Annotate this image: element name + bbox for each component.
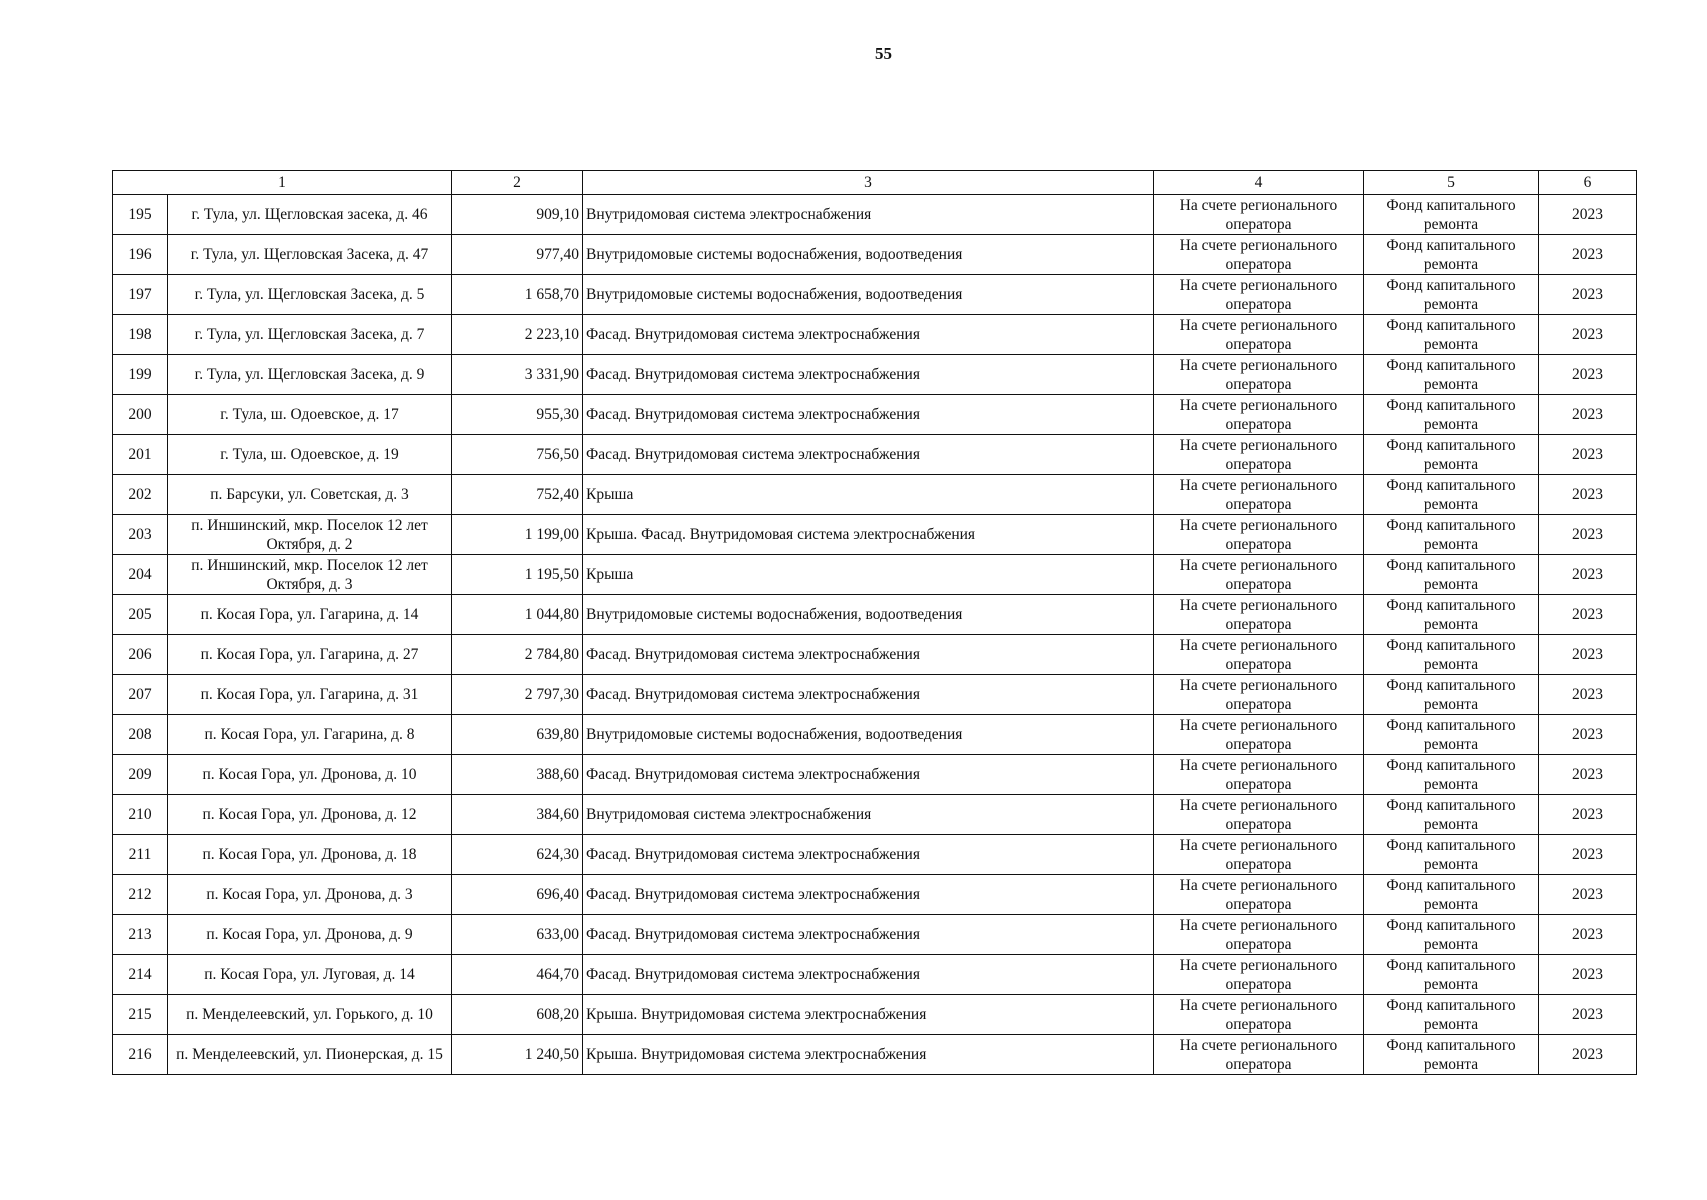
area-cell: 1 199,00: [452, 515, 583, 555]
year-cell: 2023: [1539, 195, 1637, 235]
table-row: [113, 595, 1637, 635]
table-row: [113, 515, 1637, 555]
account-cell: На счете регионального оператора: [1154, 595, 1364, 635]
area-cell: 1 658,70: [452, 275, 583, 315]
year-cell: 2023: [1539, 435, 1637, 475]
funding-source-cell: Фонд капитального ремонта: [1364, 715, 1539, 755]
year-cell: 2023: [1539, 595, 1637, 635]
funding-source-cell: Фонд капитального ремонта: [1364, 395, 1539, 435]
table-row: [113, 195, 1637, 235]
area-cell: 977,40: [452, 235, 583, 275]
address-cell: г. Тула, ул. Щегловская Засека, д. 47: [168, 235, 452, 275]
address-cell: п. Косая Гора, ул. Гагарина, д. 27: [168, 635, 452, 675]
work-type-cell: Крыша. Фасад. Внутридомовая система электроснабжения: [583, 515, 1154, 555]
funding-source-cell: Фонд капитального ремонта: [1364, 475, 1539, 515]
table-row: [113, 675, 1637, 715]
work-type-cell: Внутридомовые системы водоснабжения, водоотведения: [583, 715, 1154, 755]
row-number: 195: [113, 195, 168, 235]
row-number: 204: [113, 555, 168, 595]
account-cell: На счете регионального оператора: [1154, 355, 1364, 395]
work-type-cell: Фасад. Внутридомовая система электроснабжения: [583, 915, 1154, 955]
work-type-cell: Крыша. Внутридомовая система электроснабжения: [583, 1035, 1154, 1075]
account-cell: На счете регионального оператора: [1154, 795, 1364, 835]
header-col-4: 4: [1154, 171, 1364, 195]
row-number: 210: [113, 795, 168, 835]
address-cell: п. Менделеевский, ул. Пионерская, д. 15: [168, 1035, 452, 1075]
year-cell: 2023: [1539, 555, 1637, 595]
table-row: [113, 235, 1637, 275]
header-col-2: 2: [452, 171, 583, 195]
area-cell: 1 240,50: [452, 1035, 583, 1075]
address-cell: п. Барсуки, ул. Советская, д. 3: [168, 475, 452, 515]
row-number: 196: [113, 235, 168, 275]
work-type-cell: Внутридомовая система электроснабжения: [583, 195, 1154, 235]
area-cell: 624,30: [452, 835, 583, 875]
address-cell: г. Тула, ул. Щегловская засека, д. 46: [168, 195, 452, 235]
year-cell: 2023: [1539, 915, 1637, 955]
row-number: 203: [113, 515, 168, 555]
address-cell: п. Косая Гора, ул. Луговая, д. 14: [168, 955, 452, 995]
account-cell: На счете регионального оператора: [1154, 395, 1364, 435]
work-type-cell: Фасад. Внутридомовая система электроснабжения: [583, 835, 1154, 875]
account-cell: На счете регионального оператора: [1154, 435, 1364, 475]
year-cell: 2023: [1539, 795, 1637, 835]
work-type-cell: Фасад. Внутридомовая система электроснабжения: [583, 315, 1154, 355]
page-number: 55: [875, 44, 892, 63]
account-cell: На счете регионального оператора: [1154, 275, 1364, 315]
address-cell: п. Косая Гора, ул. Дронова, д. 3: [168, 875, 452, 915]
address-cell: п. Иншинский, мкр. Поселок 12 лет Октября, д. 3: [168, 555, 452, 595]
work-type-cell: Фасад. Внутридомовая система электроснабжения: [583, 355, 1154, 395]
account-cell: На счете регионального оператора: [1154, 235, 1364, 275]
header-col-6: 6: [1539, 171, 1637, 195]
address-cell: п. Менделеевский, ул. Горького, д. 10: [168, 995, 452, 1035]
header-col-5: 5: [1364, 171, 1539, 195]
address-cell: п. Иншинский, мкр. Поселок 12 лет Октября, д. 2: [168, 515, 452, 555]
row-number: 216: [113, 1035, 168, 1075]
account-cell: На счете регионального оператора: [1154, 835, 1364, 875]
row-number: 200: [113, 395, 168, 435]
address-cell: г. Тула, ш. Одоевское, д. 19: [168, 435, 452, 475]
funding-source-cell: Фонд капитального ремонта: [1364, 955, 1539, 995]
account-cell: На счете регионального оператора: [1154, 715, 1364, 755]
area-cell: 2 797,30: [452, 675, 583, 715]
area-cell: 696,40: [452, 875, 583, 915]
table-row: [113, 315, 1637, 355]
row-number: 207: [113, 675, 168, 715]
row-number: 213: [113, 915, 168, 955]
account-cell: На счете регионального оператора: [1154, 475, 1364, 515]
table-row: [113, 435, 1637, 475]
work-type-cell: Внутридомовые системы водоснабжения, водоотведения: [583, 275, 1154, 315]
funding-source-cell: Фонд капитального ремонта: [1364, 515, 1539, 555]
row-number: 206: [113, 635, 168, 675]
table-row: [113, 795, 1637, 835]
year-cell: 2023: [1539, 315, 1637, 355]
account-cell: На счете регионального оператора: [1154, 315, 1364, 355]
table-row: [113, 275, 1637, 315]
row-number: 211: [113, 835, 168, 875]
funding-source-cell: Фонд капитального ремонта: [1364, 635, 1539, 675]
row-number: 198: [113, 315, 168, 355]
year-cell: 2023: [1539, 1035, 1637, 1075]
funding-source-cell: Фонд капитального ремонта: [1364, 795, 1539, 835]
area-cell: 608,20: [452, 995, 583, 1035]
address-cell: г. Тула, ул. Щегловская Засека, д. 7: [168, 315, 452, 355]
row-number: 201: [113, 435, 168, 475]
area-cell: 464,70: [452, 955, 583, 995]
address-cell: п. Косая Гора, ул. Гагарина, д. 31: [168, 675, 452, 715]
account-cell: На счете регионального оператора: [1154, 1035, 1364, 1075]
work-type-cell: Фасад. Внутридомовая система электроснабжения: [583, 675, 1154, 715]
funding-source-cell: Фонд капитального ремонта: [1364, 275, 1539, 315]
funding-source-cell: Фонд капитального ремонта: [1364, 315, 1539, 355]
funding-source-cell: Фонд капитального ремонта: [1364, 235, 1539, 275]
table-row: [113, 475, 1637, 515]
row-number: 214: [113, 955, 168, 995]
year-cell: 2023: [1539, 475, 1637, 515]
table-body: [113, 171, 1637, 1075]
table-row: [113, 395, 1637, 435]
funding-source-cell: Фонд капитального ремонта: [1364, 755, 1539, 795]
address-cell: п. Косая Гора, ул. Гагарина, д. 8: [168, 715, 452, 755]
year-cell: 2023: [1539, 995, 1637, 1035]
funding-source-cell: Фонд капитального ремонта: [1364, 555, 1539, 595]
work-type-cell: Фасад. Внутридомовая система электроснабжения: [583, 955, 1154, 995]
year-cell: 2023: [1539, 755, 1637, 795]
year-cell: 2023: [1539, 715, 1637, 755]
account-cell: На счете регионального оператора: [1154, 555, 1364, 595]
funding-source-cell: Фонд капитального ремонта: [1364, 595, 1539, 635]
table-row: [113, 755, 1637, 795]
account-cell: На счете регионального оператора: [1154, 915, 1364, 955]
area-cell: 2 784,80: [452, 635, 583, 675]
funding-source-cell: Фонд капитального ремонта: [1364, 435, 1539, 475]
area-cell: 955,30: [452, 395, 583, 435]
funding-source-cell: Фонд капитального ремонта: [1364, 1035, 1539, 1075]
header-col-3: 3: [583, 171, 1154, 195]
work-type-cell: Крыша: [583, 475, 1154, 515]
work-type-cell: Фасад. Внутридомовая система электроснабжения: [583, 875, 1154, 915]
area-cell: 752,40: [452, 475, 583, 515]
funding-source-cell: Фонд капитального ремонта: [1364, 355, 1539, 395]
work-type-cell: Крыша: [583, 555, 1154, 595]
address-cell: п. Косая Гора, ул. Дронова, д. 12: [168, 795, 452, 835]
year-cell: 2023: [1539, 235, 1637, 275]
row-number: 205: [113, 595, 168, 635]
year-cell: 2023: [1539, 675, 1637, 715]
area-cell: 2 223,10: [452, 315, 583, 355]
row-number: 208: [113, 715, 168, 755]
address-cell: г. Тула, ул. Щегловская Засека, д. 5: [168, 275, 452, 315]
work-type-cell: Фасад. Внутридомовая система электроснабжения: [583, 755, 1154, 795]
account-cell: На счете регионального оператора: [1154, 195, 1364, 235]
year-cell: 2023: [1539, 635, 1637, 675]
header-col-1: 1: [113, 171, 452, 195]
year-cell: 2023: [1539, 835, 1637, 875]
year-cell: 2023: [1539, 275, 1637, 315]
area-cell: 756,50: [452, 435, 583, 475]
row-number: 209: [113, 755, 168, 795]
funding-source-cell: Фонд капитального ремонта: [1364, 195, 1539, 235]
address-cell: п. Косая Гора, ул. Дронова, д. 10: [168, 755, 452, 795]
account-cell: На счете регионального оператора: [1154, 675, 1364, 715]
work-type-cell: Внутридомовые системы водоснабжения, водоотведения: [583, 235, 1154, 275]
row-number: 202: [113, 475, 168, 515]
row-number: 212: [113, 875, 168, 915]
funding-source-cell: Фонд капитального ремонта: [1364, 995, 1539, 1035]
year-cell: 2023: [1539, 395, 1637, 435]
address-cell: п. Косая Гора, ул. Гагарина, д. 14: [168, 595, 452, 635]
area-cell: 639,80: [452, 715, 583, 755]
year-cell: 2023: [1539, 875, 1637, 915]
table-row: [113, 835, 1637, 875]
work-type-cell: Фасад. Внутридомовая система электроснабжения: [583, 635, 1154, 675]
funding-source-cell: Фонд капитального ремонта: [1364, 915, 1539, 955]
area-cell: 3 331,90: [452, 355, 583, 395]
area-cell: 384,60: [452, 795, 583, 835]
table-row: [113, 995, 1637, 1035]
account-cell: На счете регионального оператора: [1154, 875, 1364, 915]
table-row: [113, 355, 1637, 395]
work-type-cell: Внутридомовая система электроснабжения: [583, 795, 1154, 835]
area-cell: 909,10: [452, 195, 583, 235]
table-row: [113, 915, 1637, 955]
address-cell: п. Косая Гора, ул. Дронова, д. 18: [168, 835, 452, 875]
table-row: [113, 635, 1637, 675]
work-type-cell: Фасад. Внутридомовая система электроснабжения: [583, 435, 1154, 475]
year-cell: 2023: [1539, 355, 1637, 395]
row-number: 215: [113, 995, 168, 1035]
address-cell: г. Тула, ул. Щегловская Засека, д. 9: [168, 355, 452, 395]
work-type-cell: Внутридомовые системы водоснабжения, водоотведения: [583, 595, 1154, 635]
work-type-cell: Крыша. Внутридомовая система электроснабжения: [583, 995, 1154, 1035]
year-cell: 2023: [1539, 955, 1637, 995]
account-cell: На счете регионального оператора: [1154, 955, 1364, 995]
account-cell: На счете регионального оператора: [1154, 755, 1364, 795]
account-cell: На счете регионального оператора: [1154, 635, 1364, 675]
row-number: 197: [113, 275, 168, 315]
account-cell: На счете регионального оператора: [1154, 515, 1364, 555]
area-cell: 388,60: [452, 755, 583, 795]
table-row: [113, 1035, 1637, 1075]
table-row: [113, 555, 1637, 595]
year-cell: 2023: [1539, 515, 1637, 555]
funding-source-cell: Фонд капитального ремонта: [1364, 875, 1539, 915]
area-cell: 1 044,80: [452, 595, 583, 635]
row-number: 199: [113, 355, 168, 395]
work-type-cell: Фасад. Внутридомовая система электроснабжения: [583, 395, 1154, 435]
table-row: [113, 715, 1637, 755]
area-cell: 633,00: [452, 915, 583, 955]
funding-source-cell: Фонд капитального ремонта: [1364, 835, 1539, 875]
funding-source-cell: Фонд капитального ремонта: [1364, 675, 1539, 715]
header-row: [113, 171, 1637, 195]
address-cell: п. Косая Гора, ул. Дронова, д. 9: [168, 915, 452, 955]
table-row: [113, 955, 1637, 995]
area-cell: 1 195,50: [452, 555, 583, 595]
address-cell: г. Тула, ш. Одоевское, д. 17: [168, 395, 452, 435]
table-row: [113, 875, 1637, 915]
repair-program-table: [112, 170, 1637, 1075]
account-cell: На счете регионального оператора: [1154, 995, 1364, 1035]
